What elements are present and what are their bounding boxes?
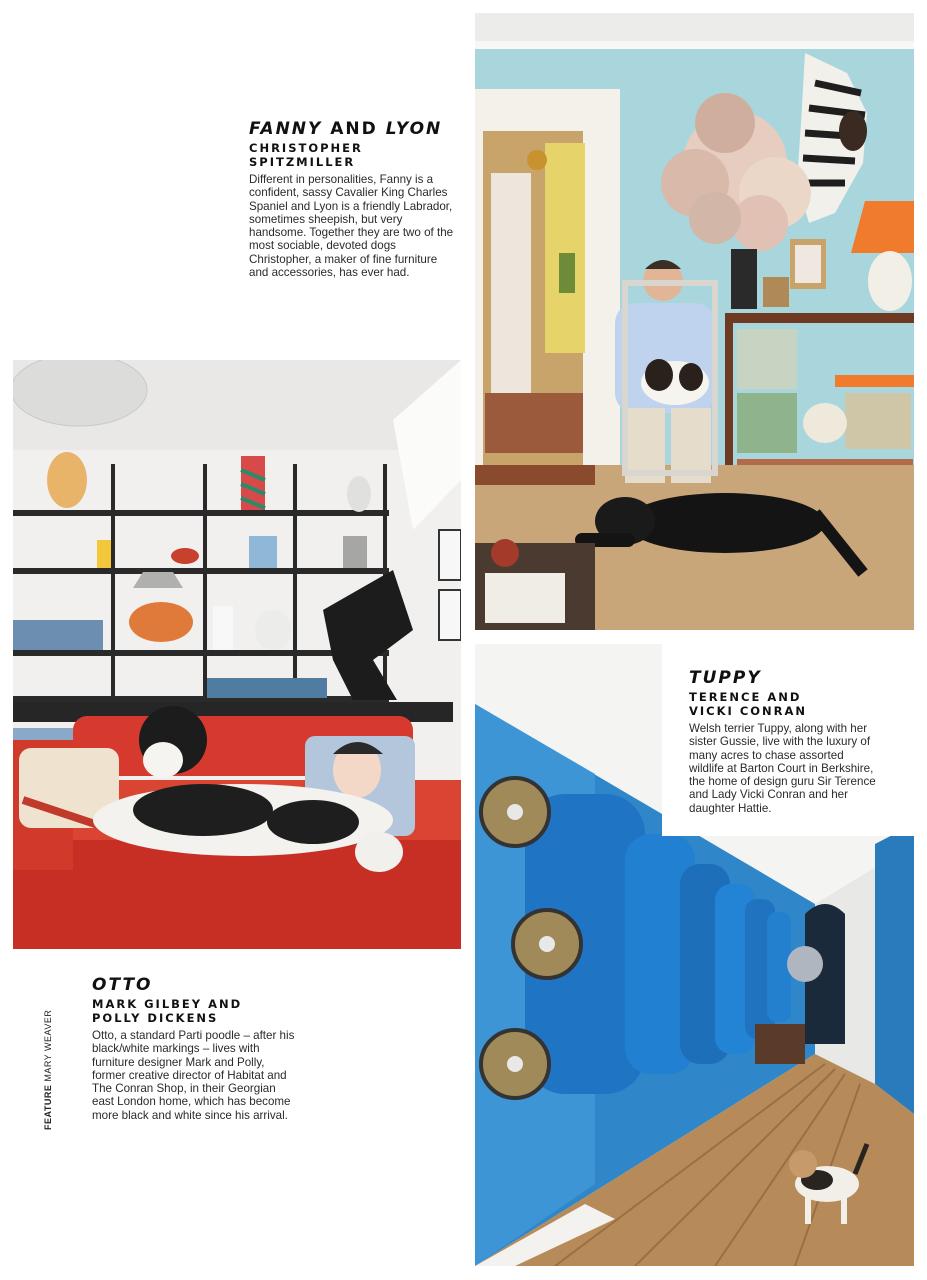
dog-name-tuppy: TUPPY — [689, 668, 762, 688]
owner-line-2: SPITZMILLER — [249, 155, 356, 169]
photo-otto — [13, 360, 461, 949]
caption-title — [249, 119, 454, 139]
caption-body: Otto, a standard Parti poodle – after his black/white markings – lives with furniture designer Mark and Polly, former creative director of Habitat and The Conran Shop, in their Georgian east London home, which has become more black and white since his arrival. — [92, 1029, 295, 1122]
dog-name-otto: OTTO — [92, 975, 153, 995]
photo-fanny-and-lyon — [475, 13, 914, 630]
owner-line-1: TERENCE AND — [689, 690, 802, 704]
credit-label: FEATURE — [43, 1084, 53, 1130]
owner-names — [689, 690, 881, 718]
feature-credit — [43, 1010, 53, 1130]
caption-body: Welsh terrier Tuppy, along with her sister Gussie, live with the luxury of many acres to chase assorted wildlife at Barton Court in Berkshire, the home of design guru Sir Terence and Lady Vicki Conran and her daughter Hattie. — [689, 722, 876, 815]
name-conjunction: AND — [322, 119, 386, 139]
caption-body: Different in personalities, Fanny is a confident, sassy Cavalier King Charles Spaniel and Lyon is a friendly Labrador, sometimes sheepish, but very handsome. Together they are two of the most sociable, devoted dogs Christopher, a maker of fine furniture and accessories, has ever had. — [249, 173, 454, 280]
owner-line-2: VICKI CONRAN — [689, 704, 808, 718]
owner-line-1: MARK GILBEY AND — [92, 997, 243, 1011]
owner-names — [249, 141, 454, 169]
caption-title — [689, 668, 881, 688]
owner-line-2: POLLY DICKENS — [92, 1011, 219, 1025]
caption-otto — [92, 975, 297, 1122]
caption-title — [92, 975, 297, 995]
owner-line-1: CHRISTOPHER — [249, 141, 363, 155]
owner-names — [92, 997, 297, 1025]
dog-name-fanny: FANNY — [249, 119, 323, 139]
caption-fanny-and-lyon — [249, 119, 454, 279]
dog-name-lyon: LYON — [385, 119, 443, 139]
credit-author: MARY WEAVER — [43, 1009, 53, 1085]
caption-tuppy — [689, 668, 881, 815]
